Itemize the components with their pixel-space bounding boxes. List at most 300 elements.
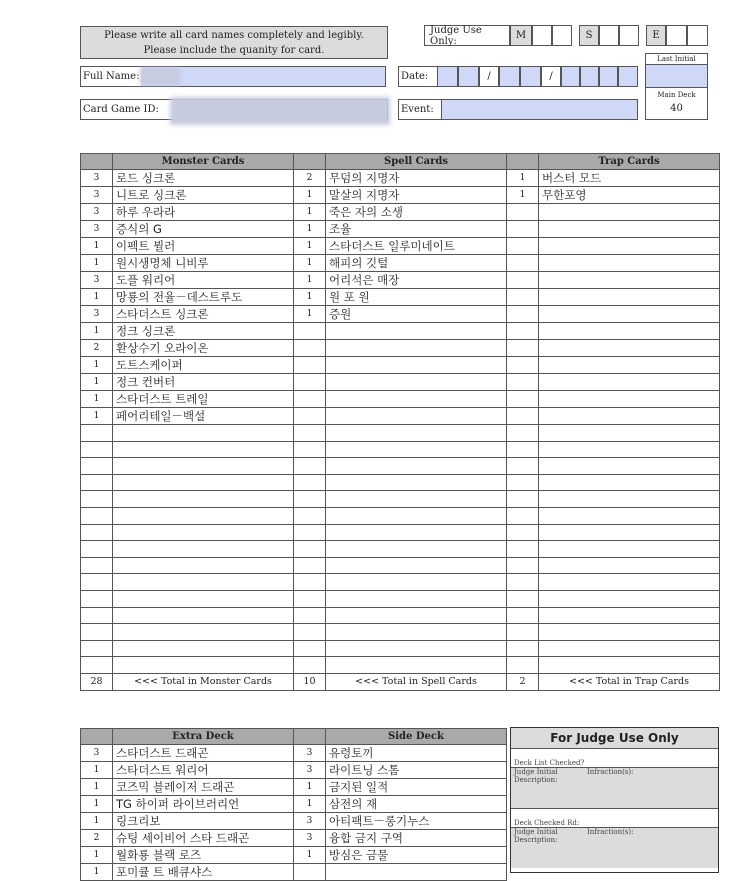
last-initial-main-deck-box <box>645 53 708 120</box>
spell-card-qty[interactable] <box>294 474 326 491</box>
extra-deck-card-qty[interactable]: 1 <box>81 813 113 830</box>
spell-card-qty[interactable] <box>294 458 326 475</box>
table-row <box>81 340 720 357</box>
monster-card-name[interactable]: 도트스케이퍼 <box>113 357 294 374</box>
trap-card-qty[interactable] <box>507 357 539 374</box>
trap-card-name[interactable] <box>539 357 720 374</box>
qty-header-extra <box>81 729 113 745</box>
table-row <box>81 458 720 475</box>
spell-card-name[interactable] <box>326 425 507 442</box>
spell-card-name[interactable] <box>326 408 507 425</box>
monster-card-name[interactable]: 정크 컨버터 <box>113 374 294 391</box>
monster-card-name[interactable]: 스타더스트 트레일 <box>113 391 294 408</box>
side-deck-card-qty[interactable]: 1 <box>294 779 326 796</box>
spell-card-name[interactable] <box>326 624 507 641</box>
judge-infraction-row-2[interactable] <box>511 828 718 868</box>
monster-card-name[interactable] <box>113 657 294 674</box>
monster-card-qty[interactable] <box>81 590 113 607</box>
side-deck-card-name[interactable]: 융합 금지 구역 <box>326 830 507 847</box>
spell-card-name[interactable] <box>326 574 507 591</box>
side-deck-card-qty[interactable]: 3 <box>294 830 326 847</box>
monster-card-name[interactable]: 로드 싱크론 <box>113 170 294 187</box>
spell-card-qty[interactable]: 1 <box>294 238 326 255</box>
monster-card-name[interactable] <box>113 557 294 574</box>
spell-card-name[interactable] <box>326 474 507 491</box>
side-deck-card-name[interactable]: 금지된 일적 <box>326 779 507 796</box>
trap-cards-header: Trap Cards <box>539 154 720 170</box>
monster-card-name[interactable]: 정크 싱크론 <box>113 323 294 340</box>
deck-list-checked-label: Deck List Checked? <box>514 759 585 767</box>
monster-card-qty[interactable]: 1 <box>81 289 113 306</box>
trap-card-qty[interactable] <box>507 574 539 591</box>
table-row <box>81 306 720 323</box>
spell-card-qty[interactable] <box>294 323 326 340</box>
monster-card-name[interactable]: 도플 워리어 <box>113 272 294 289</box>
extra-deck-card-qty[interactable]: 1 <box>81 864 113 881</box>
spell-card-name[interactable]: 해피의 깃털 <box>326 255 507 272</box>
extra-deck-card-name[interactable]: 코즈믹 블레이저 드래곤 <box>113 779 294 796</box>
date-cell-6[interactable] <box>580 66 599 87</box>
spell-card-qty[interactable] <box>294 507 326 524</box>
monster-cards-header: Monster Cards <box>113 154 294 170</box>
judge-panel <box>510 727 719 873</box>
table-row <box>81 640 720 657</box>
trap-card-name[interactable] <box>539 590 720 607</box>
extra-deck-card-qty[interactable]: 1 <box>81 847 113 864</box>
trap-card-name[interactable] <box>539 524 720 541</box>
trap-card-qty[interactable] <box>507 391 539 408</box>
monster-card-name[interactable] <box>113 541 294 558</box>
full-name-field[interactable] <box>80 66 386 87</box>
monster-card-name[interactable]: 이펙트 뷜러 <box>113 238 294 255</box>
date-cell-5[interactable] <box>561 66 580 87</box>
table-row <box>81 847 507 864</box>
monster-card-qty[interactable] <box>81 441 113 458</box>
date-cell-4[interactable] <box>520 66 541 87</box>
spell-card-name[interactable]: 원 포 원 <box>326 289 507 306</box>
qty-header-side <box>294 729 326 745</box>
judge-m-cell-1[interactable] <box>532 25 552 46</box>
event-input[interactable] <box>441 100 637 119</box>
table-row <box>81 779 507 796</box>
monster-card-name[interactable]: 페어리테일－백설 <box>113 408 294 425</box>
spell-card-name[interactable] <box>326 391 507 408</box>
table-row <box>81 323 720 340</box>
redacted-name <box>140 68 180 85</box>
spell-card-qty[interactable] <box>294 557 326 574</box>
spell-card-name[interactable] <box>326 657 507 674</box>
extra-deck-card-qty[interactable]: 3 <box>81 745 113 762</box>
trap-card-qty[interactable] <box>507 204 539 221</box>
spell-card-name[interactable] <box>326 524 507 541</box>
spell-card-qty[interactable] <box>294 441 326 458</box>
spell-card-name[interactable]: 스타더스트 일루미네이트 <box>326 238 507 255</box>
trap-card-qty[interactable] <box>507 306 539 323</box>
event-field[interactable] <box>398 99 638 120</box>
spell-card-name[interactable] <box>326 441 507 458</box>
spell-card-qty[interactable]: 1 <box>294 255 326 272</box>
spell-card-qty[interactable] <box>294 640 326 657</box>
date-sep-2: / <box>541 66 561 87</box>
monster-card-name[interactable]: 환상수기 오라이온 <box>113 340 294 357</box>
infractions-label-2: Infraction(s): <box>587 828 634 836</box>
spell-card-name[interactable]: 무덤의 지명자 <box>326 170 507 187</box>
table-row <box>81 796 507 813</box>
date-cell-2[interactable] <box>458 66 479 87</box>
trap-card-qty[interactable] <box>507 541 539 558</box>
trap-card-name[interactable] <box>539 374 720 391</box>
monster-card-qty[interactable]: 3 <box>81 170 113 187</box>
extra-deck-card-qty[interactable]: 1 <box>81 762 113 779</box>
monster-card-qty[interactable]: 3 <box>81 204 113 221</box>
trap-card-name[interactable] <box>539 624 720 641</box>
trap-card-name[interactable] <box>539 474 720 491</box>
table-row <box>81 813 507 830</box>
judge-e-cell-1[interactable] <box>666 25 687 46</box>
side-deck-card-qty[interactable]: 3 <box>294 762 326 779</box>
spell-card-name[interactable] <box>326 507 507 524</box>
spell-card-name[interactable] <box>326 541 507 558</box>
spell-card-name[interactable] <box>326 458 507 475</box>
table-row <box>81 374 720 391</box>
table-row <box>81 408 720 425</box>
trap-card-name[interactable] <box>539 557 720 574</box>
spell-card-qty[interactable] <box>294 541 326 558</box>
monster-card-name[interactable] <box>113 607 294 624</box>
spell-card-name[interactable]: 죽은 자의 소생 <box>326 204 507 221</box>
table-row <box>81 574 720 591</box>
monster-card-qty[interactable] <box>81 425 113 442</box>
trap-card-qty[interactable] <box>507 255 539 272</box>
extra-deck-card-name[interactable]: 스타더스트 워리어 <box>113 762 294 779</box>
spell-card-qty[interactable] <box>294 374 326 391</box>
trap-card-name[interactable] <box>539 574 720 591</box>
trap-card-name[interactable] <box>539 441 720 458</box>
trap-card-qty[interactable] <box>507 524 539 541</box>
trap-card-qty[interactable] <box>507 340 539 357</box>
trap-card-qty[interactable] <box>507 425 539 442</box>
trap-card-qty[interactable] <box>507 474 539 491</box>
instructions-box <box>80 26 388 59</box>
monster-card-name[interactable] <box>113 574 294 591</box>
extra-deck-card-name[interactable]: 포미큘 트 배큐샤스 <box>113 864 294 881</box>
table-row <box>81 474 720 491</box>
monster-card-name[interactable] <box>113 590 294 607</box>
trap-card-name[interactable] <box>539 204 720 221</box>
spell-card-qty[interactable] <box>294 391 326 408</box>
judge-s-cell-1[interactable] <box>599 25 619 46</box>
date-cell-1[interactable] <box>437 66 458 87</box>
spell-card-name[interactable] <box>326 607 507 624</box>
monster-card-qty[interactable] <box>81 474 113 491</box>
spell-card-name[interactable] <box>326 640 507 657</box>
extra-deck-card-qty[interactable]: 1 <box>81 779 113 796</box>
extra-side-table <box>80 728 507 881</box>
judge-infraction-row-1[interactable] <box>511 768 718 809</box>
monster-card-qty[interactable] <box>81 557 113 574</box>
event-label: Event: <box>401 104 434 115</box>
spell-card-qty[interactable] <box>294 524 326 541</box>
spell-card-qty[interactable] <box>294 574 326 591</box>
monster-card-qty[interactable]: 1 <box>81 255 113 272</box>
trap-card-name[interactable] <box>539 458 720 475</box>
monster-card-qty[interactable] <box>81 574 113 591</box>
trap-card-qty[interactable] <box>507 238 539 255</box>
spell-card-name[interactable] <box>326 590 507 607</box>
side-deck-card-name[interactable]: 유령토끼 <box>326 745 507 762</box>
monster-card-name[interactable] <box>113 507 294 524</box>
monster-card-qty[interactable]: 1 <box>81 357 113 374</box>
table-row <box>81 255 720 272</box>
trap-card-qty[interactable] <box>507 607 539 624</box>
trap-card-qty[interactable] <box>507 374 539 391</box>
spell-cards-header: Spell Cards <box>326 154 507 170</box>
side-deck-card-qty[interactable]: 3 <box>294 813 326 830</box>
monster-card-name[interactable] <box>113 624 294 641</box>
spell-card-qty[interactable]: 1 <box>294 289 326 306</box>
trap-card-qty[interactable] <box>507 590 539 607</box>
monster-card-qty[interactable] <box>81 640 113 657</box>
monster-card-name[interactable]: 원시생명체 니비루 <box>113 255 294 272</box>
extra-deck-card-name[interactable]: 슈팅 세이비어 스타 드래곤 <box>113 830 294 847</box>
spell-card-qty[interactable]: 1 <box>294 187 326 204</box>
main-deck-label: Main Deck <box>657 91 696 99</box>
spell-card-qty[interactable]: 2 <box>294 170 326 187</box>
spell-card-qty[interactable] <box>294 607 326 624</box>
trap-card-name[interactable] <box>539 657 720 674</box>
spell-card-name[interactable]: 어리석은 매장 <box>326 272 507 289</box>
monster-card-name[interactable]: 증식의 G <box>113 221 294 238</box>
side-deck-card-qty[interactable]: 1 <box>294 847 326 864</box>
trap-card-qty[interactable] <box>507 408 539 425</box>
spell-card-name[interactable] <box>326 340 507 357</box>
trap-card-qty[interactable] <box>507 640 539 657</box>
monster-card-qty[interactable] <box>81 458 113 475</box>
trap-card-qty[interactable] <box>507 458 539 475</box>
monster-card-qty[interactable]: 1 <box>81 408 113 425</box>
spell-card-name[interactable] <box>326 374 507 391</box>
trap-card-name[interactable] <box>539 640 720 657</box>
trap-card-qty[interactable] <box>507 221 539 238</box>
trap-card-name[interactable]: 버스터 모드 <box>539 170 720 187</box>
judge-m-box: M <box>510 25 532 46</box>
redacted-id <box>170 97 390 125</box>
monster-card-qty[interactable]: 1 <box>81 238 113 255</box>
extra-deck-card-qty[interactable]: 2 <box>81 830 113 847</box>
spell-card-name[interactable] <box>326 357 507 374</box>
trap-card-qty[interactable] <box>507 323 539 340</box>
side-deck-card-qty[interactable] <box>294 864 326 881</box>
extra-deck-card-name[interactable]: 월화룡 블랙 로즈 <box>113 847 294 864</box>
instructions-line2: Please include the quanity for card. <box>143 45 325 56</box>
extra-deck-header: Extra Deck <box>113 729 294 745</box>
monster-card-qty[interactable]: 1 <box>81 391 113 408</box>
trap-card-name[interactable] <box>539 391 720 408</box>
description-label-1: Description: <box>514 776 558 784</box>
trap-card-name[interactable] <box>539 491 720 508</box>
monster-card-name[interactable] <box>113 524 294 541</box>
spell-card-qty[interactable]: 1 <box>294 204 326 221</box>
monster-card-qty[interactable]: 3 <box>81 221 113 238</box>
extra-deck-card-qty[interactable]: 1 <box>81 796 113 813</box>
last-initial-input[interactable] <box>646 64 707 88</box>
full-name-label: Full Name: <box>83 71 140 82</box>
monster-total-count: 28 <box>81 673 113 690</box>
monster-card-qty[interactable] <box>81 607 113 624</box>
trap-card-name[interactable] <box>539 425 720 442</box>
trap-card-qty[interactable]: 1 <box>507 187 539 204</box>
main-deck-table <box>80 153 720 691</box>
monster-card-qty[interactable]: 1 <box>81 374 113 391</box>
spell-card-name[interactable] <box>326 557 507 574</box>
spell-card-name[interactable]: 조율 <box>326 221 507 238</box>
trap-card-qty[interactable] <box>507 491 539 508</box>
trap-card-qty[interactable]: 1 <box>507 170 539 187</box>
monster-card-qty[interactable] <box>81 491 113 508</box>
spell-card-qty[interactable] <box>294 590 326 607</box>
table-row <box>81 624 720 641</box>
spell-card-qty[interactable] <box>294 340 326 357</box>
trap-card-name[interactable] <box>539 306 720 323</box>
spell-card-name[interactable]: 말살의 지명자 <box>326 187 507 204</box>
table-row <box>81 745 507 762</box>
main-deck-count: 40 <box>670 103 683 114</box>
monster-card-qty[interactable] <box>81 657 113 674</box>
judge-e-cell-2[interactable] <box>687 25 708 46</box>
table-row <box>81 657 720 674</box>
deck-checked-rd-row[interactable] <box>511 809 718 828</box>
side-deck-card-name[interactable]: 방심은 금물 <box>326 847 507 864</box>
date-label: Date: <box>401 71 429 82</box>
monster-card-qty[interactable]: 3 <box>81 187 113 204</box>
spell-card-qty[interactable]: 1 <box>294 306 326 323</box>
monster-card-qty[interactable] <box>81 624 113 641</box>
judge-s-cell-2[interactable] <box>619 25 639 46</box>
monster-card-name[interactable] <box>113 474 294 491</box>
trap-card-name[interactable] <box>539 507 720 524</box>
side-deck-card-name[interactable]: 삼전의 재 <box>326 796 507 813</box>
table-row <box>81 864 507 881</box>
table-row <box>81 441 720 458</box>
trap-card-name[interactable] <box>539 272 720 289</box>
trap-card-name[interactable] <box>539 340 720 357</box>
table-row <box>81 272 720 289</box>
monster-card-qty[interactable] <box>81 541 113 558</box>
monster-card-name[interactable] <box>113 491 294 508</box>
side-deck-card-name[interactable] <box>326 864 507 881</box>
trap-card-qty[interactable] <box>507 272 539 289</box>
table-row <box>81 187 720 204</box>
spell-card-qty[interactable] <box>294 357 326 374</box>
table-row <box>81 541 720 558</box>
monster-card-name[interactable] <box>113 441 294 458</box>
extra-deck-card-name[interactable]: 링크리보 <box>113 813 294 830</box>
qty-header-monster <box>81 154 113 170</box>
deck-list-checked-row[interactable] <box>511 749 718 768</box>
spell-card-name[interactable] <box>326 323 507 340</box>
date-cell-8[interactable] <box>618 66 638 87</box>
trap-card-name[interactable] <box>539 607 720 624</box>
table-row <box>81 491 720 508</box>
judge-m-cell-2[interactable] <box>552 25 572 46</box>
spell-card-qty[interactable]: 1 <box>294 221 326 238</box>
side-deck-card-qty[interactable]: 3 <box>294 745 326 762</box>
last-initial-label: Last Initial <box>657 55 696 63</box>
trap-card-name[interactable] <box>539 221 720 238</box>
monster-card-qty[interactable]: 2 <box>81 340 113 357</box>
side-deck-header: Side Deck <box>326 729 507 745</box>
spell-total-label: <<< Total in Spell Cards <box>326 673 507 690</box>
trap-card-qty[interactable] <box>507 557 539 574</box>
table-row <box>81 507 720 524</box>
table-row <box>81 204 720 221</box>
trap-card-name[interactable] <box>539 323 720 340</box>
extra-deck-card-name[interactable]: 스타더스트 드래곤 <box>113 745 294 762</box>
monster-card-name[interactable]: 니트로 싱크론 <box>113 187 294 204</box>
monster-card-qty[interactable]: 1 <box>81 323 113 340</box>
table-row <box>81 830 507 847</box>
trap-card-qty[interactable] <box>507 289 539 306</box>
monster-card-qty[interactable] <box>81 524 113 541</box>
table-row <box>81 357 720 374</box>
spell-card-name[interactable] <box>326 491 507 508</box>
trap-card-name[interactable] <box>539 238 720 255</box>
monster-card-qty[interactable] <box>81 507 113 524</box>
monster-card-name[interactable]: 망룡의 전율－데스트루도 <box>113 289 294 306</box>
monster-card-qty[interactable]: 3 <box>81 306 113 323</box>
monster-card-name[interactable] <box>113 640 294 657</box>
spell-card-name[interactable]: 증원 <box>326 306 507 323</box>
trap-card-qty[interactable] <box>507 624 539 641</box>
trap-card-name[interactable] <box>539 289 720 306</box>
monster-card-name[interactable]: 하루 우라라 <box>113 204 294 221</box>
table-row <box>81 238 720 255</box>
spell-card-qty[interactable] <box>294 657 326 674</box>
card-game-id-label: Card Game ID: <box>83 104 159 115</box>
table-row <box>81 557 720 574</box>
trap-card-qty[interactable] <box>507 657 539 674</box>
table-row <box>81 289 720 306</box>
monster-card-name[interactable] <box>113 458 294 475</box>
spell-card-qty[interactable]: 1 <box>294 272 326 289</box>
monster-card-qty[interactable]: 3 <box>81 272 113 289</box>
spell-card-qty[interactable] <box>294 491 326 508</box>
judge-initial-label-1: Judge Initial <box>514 768 558 776</box>
trap-card-qty[interactable] <box>507 507 539 524</box>
trap-total-label: <<< Total in Trap Cards <box>539 673 720 690</box>
deck-checked-rd-label: Deck Checked Rd: <box>514 819 580 827</box>
extra-deck-card-name[interactable]: TG 하이퍼 라이브러리언 <box>113 796 294 813</box>
spell-card-qty[interactable] <box>294 425 326 442</box>
date-cell-3[interactable] <box>499 66 520 87</box>
date-cell-7[interactable] <box>599 66 618 87</box>
spell-card-qty[interactable] <box>294 408 326 425</box>
date-sep-1: / <box>479 66 499 87</box>
trap-card-name[interactable] <box>539 408 720 425</box>
trap-card-name[interactable] <box>539 541 720 558</box>
trap-card-name[interactable]: 무한포영 <box>539 187 720 204</box>
monster-card-name[interactable]: 스타더스트 싱크론 <box>113 306 294 323</box>
trap-card-qty[interactable] <box>507 441 539 458</box>
qty-header-trap <box>507 154 539 170</box>
trap-card-name[interactable] <box>539 255 720 272</box>
side-deck-card-name[interactable]: 라이트닝 스톰 <box>326 762 507 779</box>
monster-card-name[interactable] <box>113 425 294 442</box>
side-deck-card-name[interactable]: 아티팩트－롱기누스 <box>326 813 507 830</box>
table-row <box>81 524 720 541</box>
spell-card-qty[interactable] <box>294 624 326 641</box>
side-deck-card-qty[interactable]: 1 <box>294 796 326 813</box>
